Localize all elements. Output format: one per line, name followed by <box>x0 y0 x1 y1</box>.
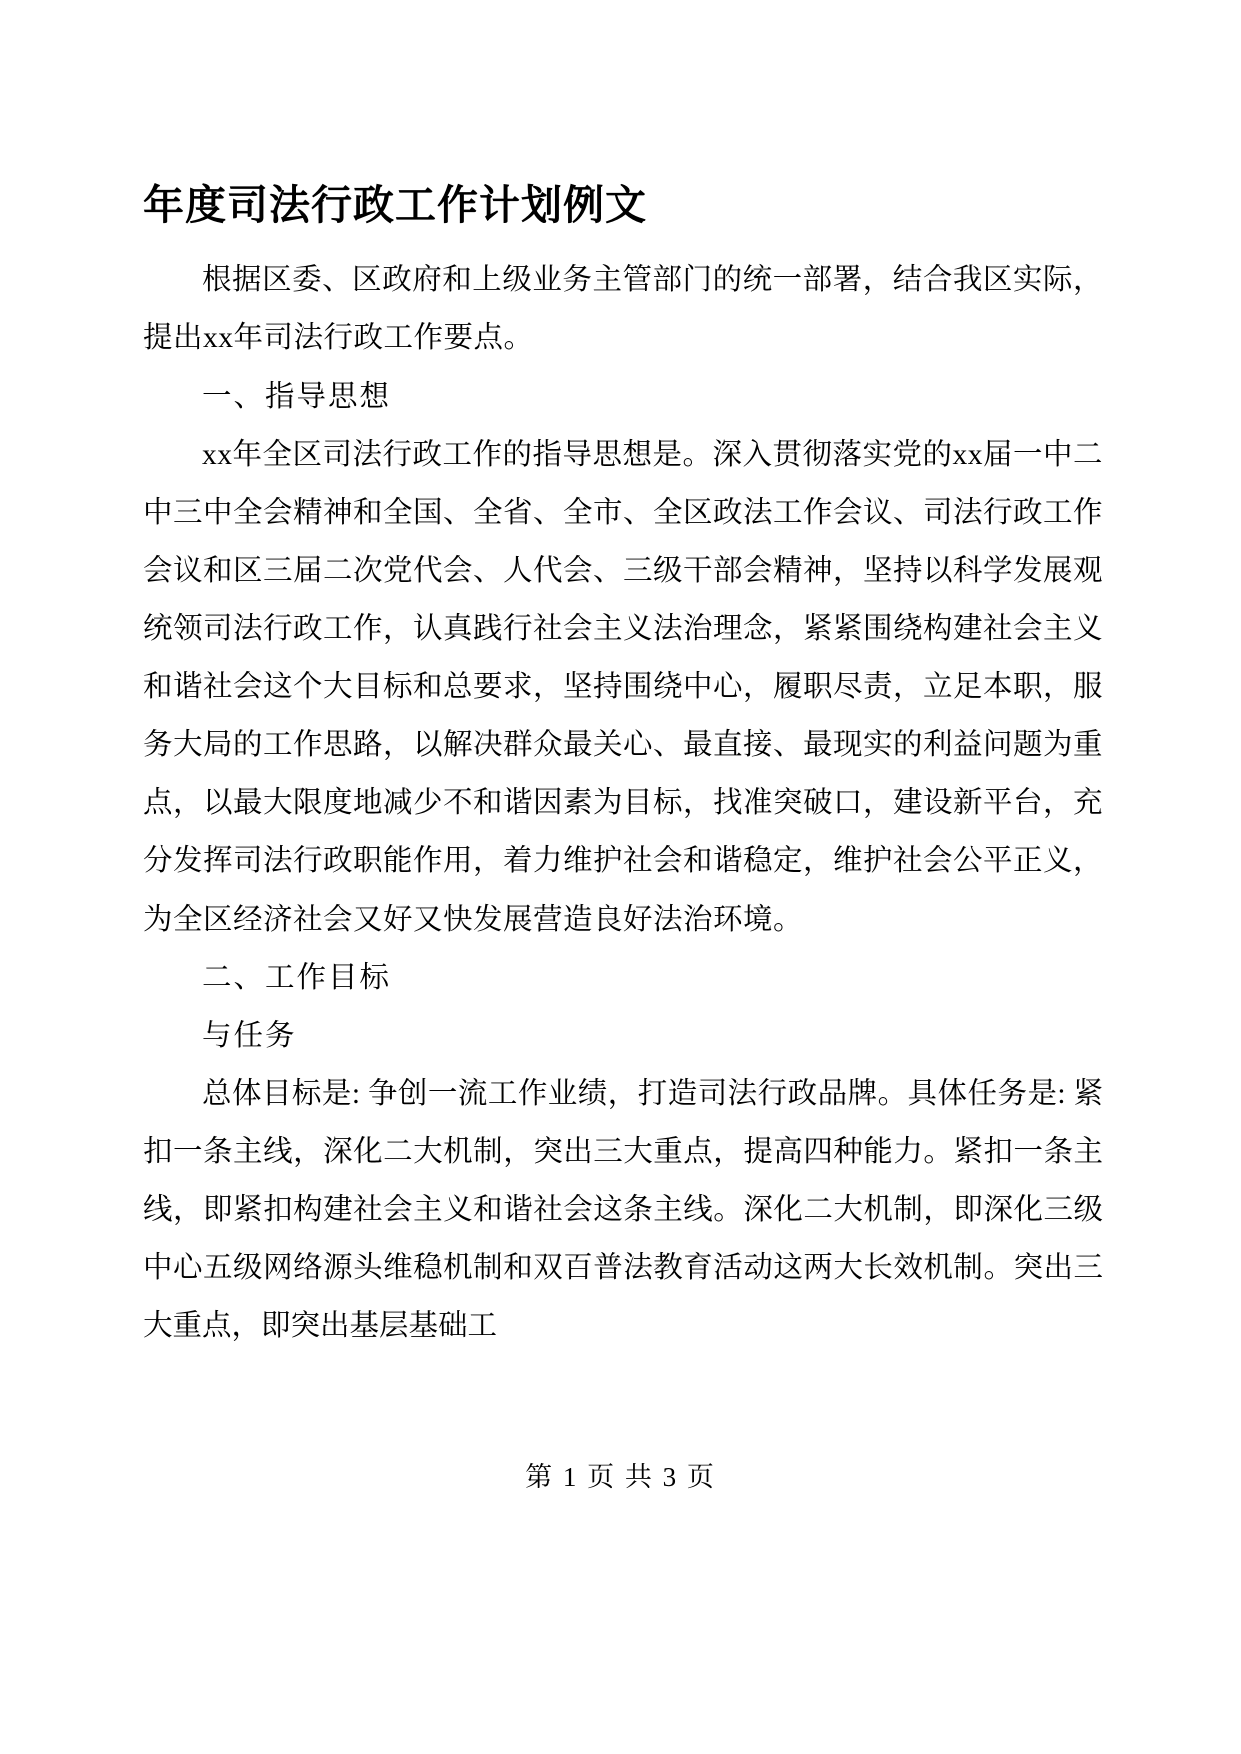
section-subheading-2: 与任务 <box>202 1019 297 1052</box>
section-heading-2: 二、工作目标 <box>202 961 392 994</box>
paragraph-intro: 根据区委、区政府和上级业务主管部门的统一部署，结合我区实际，提出xx年司法行政工作要点。 <box>143 264 1103 355</box>
page-title: 年度司法行政工作计划例文 <box>143 181 647 229</box>
paragraph-section-1-body: xx年全区司法行政工作的指导思想是。深入贯彻落实党的xx届一中二中三中全会精神和全国、全省、全市、全区政法工作会议、司法行政工作会议和区三届二次党代会、人代会、三级干部会精神，坚持以科学发展观统领司法行政工作，认真践行社会主义法治理念，紧紧围绕构建社会主义和谐社会这个大目标和总要求，坚持围绕中心，履职尽责，立足本职，服务大局的工作思路，以解决群众最关心、最直接、最现实的利益问题为重点，以最大限度地减少不和谐因素为目标，找准突破口，建设新平台，充分发挥司法行政职能作用，着力维护社会和谐稳定，维护社会公平正义，为全区经济社会又好又快发展营造良好法治环境。 <box>143 438 1104 936</box>
document-body <box>143 178 1103 1355</box>
section-heading-1: 一、指导思想 <box>202 380 392 413</box>
paragraph-section-2-body: 总体目标是: 争创一流工作业绩，打造司法行政品牌。具体任务是: 紧扣一条主线，深化二大机制，突出三大重点，提高四种能力。紧扣一条主线，即紧扣构建社会主义和谐社会这条主线。深化二大机制，即深化三级中心五级网络源头维稳机制和双百普法教育活动这两大长效机制。突出三大重点，即突出基层基础工 <box>143 1077 1103 1343</box>
page-footer: 第 1 页 共 3 页 <box>525 1462 716 1492</box>
